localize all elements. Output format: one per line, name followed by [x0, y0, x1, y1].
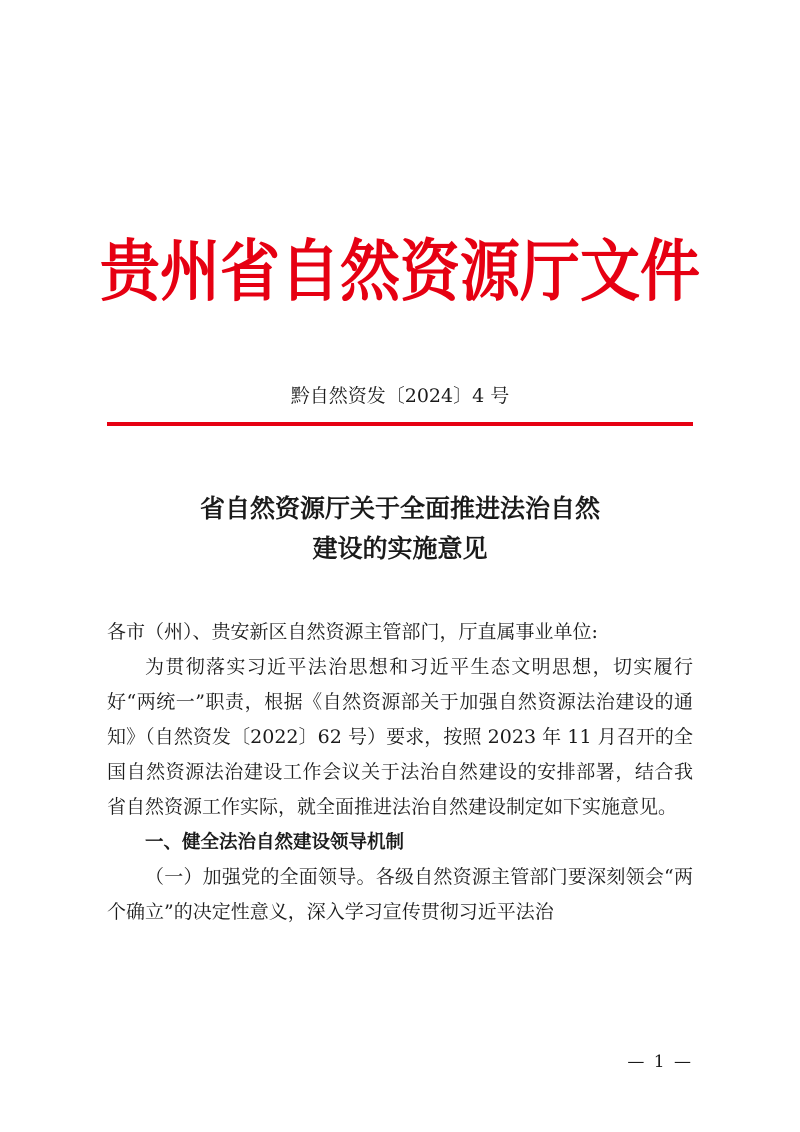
red-divider-rule [107, 422, 693, 426]
title-line-2: 建设的实施意见 [312, 534, 488, 563]
title-line-1: 省自然资源厅关于全面推进法治自然 [199, 494, 600, 523]
document-number: 黔自然资发〔2024〕4 号 [290, 385, 510, 407]
document-body [107, 615, 693, 930]
addressee: 各市（州）、贵安新区自然资源主管部门，厅直属事业单位: [107, 621, 598, 643]
section-1-paragraph-1: （一）加强党的全面领导。各级自然资源主管部门要深刻领会“两个确立”的决定性意义，深入学习宣传贯彻习近平法治 [107, 866, 693, 923]
intro-paragraph: 为贯彻落实习近平法治思想和习近平生态文明思想，切实履行好“两统一”职责，根据《自然资源部关于加强自然资源法治建设的通知》（自然资发〔2022〕62 号）要求，按照 2023 年 11 月召开的全国自然资源法治建设工作会议关于法治自然建设的安排部署，结合我省自然资源工作实际，就全面推进法治自然建设制定如下实施意见。 [107, 656, 693, 818]
section-heading-1: 一、健全法治自然建设领导机制 [145, 832, 405, 853]
agency-title: 贵州省自然资源厅文件 [100, 232, 700, 312]
page-number: — 1 — [627, 1052, 693, 1072]
document-title [0, 489, 800, 569]
